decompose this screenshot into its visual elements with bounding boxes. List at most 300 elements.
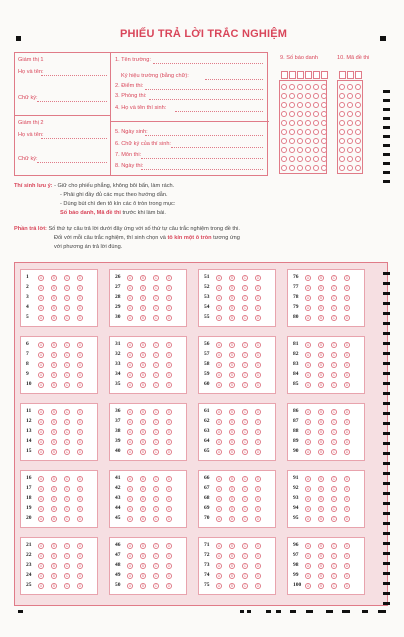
code-bubble[interactable]: [321, 120, 327, 126]
code-bubble[interactable]: [339, 147, 345, 153]
code-bubble[interactable]: [347, 156, 353, 162]
answer-bubble-b[interactable]: B: [52, 296, 56, 300]
examiner-1-name-field[interactable]: [41, 75, 107, 76]
answer-bubble-c[interactable]: C: [243, 363, 247, 367]
answer-bubble-d[interactable]: D: [256, 564, 260, 568]
code-bubble[interactable]: [347, 165, 353, 171]
answer-bubble-a[interactable]: A: [128, 584, 132, 588]
answer-bubble-a[interactable]: A: [306, 410, 310, 414]
answer-bubble-a[interactable]: A: [306, 554, 310, 558]
answer-bubble-a[interactable]: A: [128, 430, 132, 434]
answer-bubble-a[interactable]: A: [128, 450, 132, 454]
answer-bubble-c[interactable]: C: [243, 450, 247, 454]
answer-bubble-c[interactable]: C: [243, 410, 247, 414]
answer-bubble-a[interactable]: A: [39, 383, 43, 387]
answer-bubble-a[interactable]: A: [39, 316, 43, 320]
answer-bubble-a[interactable]: A: [128, 564, 132, 568]
answer-bubble-b[interactable]: B: [230, 574, 234, 578]
answer-bubble-c[interactable]: C: [65, 487, 69, 491]
code-bubble[interactable]: [297, 147, 303, 153]
answer-bubble-a[interactable]: A: [128, 410, 132, 414]
answer-bubble-b[interactable]: B: [230, 306, 234, 310]
answer-bubble-b[interactable]: B: [319, 544, 323, 548]
answer-bubble-d[interactable]: D: [78, 286, 82, 290]
code-bubble[interactable]: [281, 93, 287, 99]
code-bubble[interactable]: [339, 111, 345, 117]
answer-bubble-c[interactable]: C: [65, 383, 69, 387]
answer-bubble-c[interactable]: C: [332, 430, 336, 434]
answer-bubble-d[interactable]: D: [78, 497, 82, 501]
field-dob-input[interactable]: [145, 135, 263, 136]
answer-bubble-b[interactable]: B: [319, 306, 323, 310]
answer-bubble-b[interactable]: B: [230, 383, 234, 387]
answer-bubble-c[interactable]: C: [243, 430, 247, 434]
answer-bubble-c[interactable]: C: [154, 544, 158, 548]
answer-bubble-b[interactable]: B: [319, 497, 323, 501]
answer-bubble-b[interactable]: B: [319, 276, 323, 280]
answer-bubble-d[interactable]: D: [345, 286, 349, 290]
answer-bubble-a[interactable]: A: [39, 296, 43, 300]
answer-bubble-d[interactable]: D: [256, 497, 260, 501]
answer-bubble-d[interactable]: D: [78, 544, 82, 548]
examiner-2-name-field[interactable]: [41, 138, 107, 139]
code-entry-box[interactable]: [355, 71, 362, 79]
answer-bubble-b[interactable]: B: [319, 373, 323, 377]
answer-bubble-c[interactable]: C: [332, 296, 336, 300]
answer-bubble-b[interactable]: B: [319, 584, 323, 588]
answer-bubble-b[interactable]: B: [52, 363, 56, 367]
answer-bubble-c[interactable]: C: [332, 450, 336, 454]
answer-bubble-c[interactable]: C: [332, 440, 336, 444]
answer-bubble-c[interactable]: C: [332, 497, 336, 501]
answer-bubble-d[interactable]: D: [345, 477, 349, 481]
answer-bubble-d[interactable]: D: [345, 544, 349, 548]
answer-bubble-d[interactable]: D: [345, 497, 349, 501]
answer-bubble-b[interactable]: B: [319, 517, 323, 521]
answer-bubble-d[interactable]: D: [167, 316, 171, 320]
answer-bubble-c[interactable]: C: [332, 477, 336, 481]
answer-bubble-b[interactable]: B: [52, 430, 56, 434]
answer-bubble-b[interactable]: B: [230, 440, 234, 444]
code-bubble[interactable]: [347, 120, 353, 126]
answer-bubble-d[interactable]: D: [167, 554, 171, 558]
answer-bubble-d[interactable]: D: [345, 574, 349, 578]
answer-bubble-a[interactable]: A: [306, 487, 310, 491]
answer-bubble-d[interactable]: D: [167, 296, 171, 300]
answer-bubble-a[interactable]: A: [217, 353, 221, 357]
code-bubble[interactable]: [313, 120, 319, 126]
answer-bubble-d[interactable]: D: [167, 517, 171, 521]
code-bubble[interactable]: [281, 156, 287, 162]
answer-bubble-a[interactable]: A: [217, 440, 221, 444]
answer-bubble-d[interactable]: D: [345, 440, 349, 444]
answer-bubble-a[interactable]: A: [217, 343, 221, 347]
answer-bubble-a[interactable]: A: [306, 430, 310, 434]
code-bubble[interactable]: [339, 120, 345, 126]
answer-bubble-d[interactable]: D: [256, 286, 260, 290]
answer-bubble-c[interactable]: C: [243, 440, 247, 444]
answer-bubble-d[interactable]: D: [78, 507, 82, 511]
field-school-code-input[interactable]: [205, 79, 263, 80]
answer-bubble-c[interactable]: C: [154, 507, 158, 511]
answer-bubble-c[interactable]: C: [65, 296, 69, 300]
answer-bubble-a[interactable]: A: [217, 450, 221, 454]
answer-bubble-d[interactable]: D: [167, 430, 171, 434]
answer-bubble-a[interactable]: A: [128, 363, 132, 367]
code-bubble[interactable]: [313, 93, 319, 99]
answer-bubble-d[interactable]: D: [78, 420, 82, 424]
answer-bubble-a[interactable]: A: [217, 363, 221, 367]
answer-bubble-c[interactable]: C: [154, 574, 158, 578]
answer-bubble-c[interactable]: C: [65, 373, 69, 377]
code-entry-box[interactable]: [289, 71, 296, 79]
answer-bubble-d[interactable]: D: [256, 373, 260, 377]
answer-bubble-c[interactable]: C: [243, 276, 247, 280]
answer-bubble-b[interactable]: B: [141, 420, 145, 424]
code-bubble[interactable]: [355, 111, 361, 117]
answer-bubble-c[interactable]: C: [332, 487, 336, 491]
answer-bubble-a[interactable]: A: [217, 306, 221, 310]
code-bubble[interactable]: [313, 138, 319, 144]
code-entry-box[interactable]: [321, 71, 328, 79]
code-bubble[interactable]: [321, 147, 327, 153]
answer-bubble-a[interactable]: A: [128, 343, 132, 347]
code-entry-box[interactable]: [313, 71, 320, 79]
code-bubble[interactable]: [321, 84, 327, 90]
answer-bubble-a[interactable]: A: [217, 286, 221, 290]
answer-bubble-a[interactable]: A: [128, 383, 132, 387]
answer-bubble-d[interactable]: D: [256, 410, 260, 414]
code-bubble[interactable]: [355, 120, 361, 126]
answer-bubble-b[interactable]: B: [141, 507, 145, 511]
answer-bubble-c[interactable]: C: [65, 343, 69, 347]
answer-bubble-c[interactable]: C: [154, 554, 158, 558]
answer-bubble-b[interactable]: B: [319, 343, 323, 347]
code-bubble[interactable]: [347, 138, 353, 144]
answer-bubble-a[interactable]: A: [39, 554, 43, 558]
examiner-2-sign-field[interactable]: [37, 162, 107, 163]
answer-bubble-b[interactable]: B: [141, 450, 145, 454]
answer-bubble-b[interactable]: B: [319, 487, 323, 491]
answer-bubble-b[interactable]: B: [319, 420, 323, 424]
answer-bubble-c[interactable]: C: [332, 343, 336, 347]
answer-bubble-d[interactable]: D: [345, 316, 349, 320]
answer-bubble-d[interactable]: D: [167, 383, 171, 387]
answer-bubble-a[interactable]: A: [306, 544, 310, 548]
answer-bubble-a[interactable]: A: [217, 316, 221, 320]
answer-bubble-d[interactable]: D: [167, 420, 171, 424]
answer-bubble-c[interactable]: C: [243, 383, 247, 387]
code-bubble[interactable]: [281, 111, 287, 117]
answer-bubble-a[interactable]: A: [128, 440, 132, 444]
code-bubble[interactable]: [289, 93, 295, 99]
code-bubble[interactable]: [305, 102, 311, 108]
answer-bubble-b[interactable]: B: [52, 420, 56, 424]
code-bubble[interactable]: [347, 93, 353, 99]
code-bubble[interactable]: [289, 156, 295, 162]
answer-bubble-d[interactable]: D: [78, 584, 82, 588]
answer-bubble-b[interactable]: B: [230, 477, 234, 481]
answer-bubble-d[interactable]: D: [256, 584, 260, 588]
answer-bubble-b[interactable]: B: [52, 554, 56, 558]
answer-bubble-a[interactable]: A: [306, 306, 310, 310]
answer-bubble-c[interactable]: C: [332, 276, 336, 280]
code-bubble[interactable]: [281, 84, 287, 90]
code-bubble[interactable]: [355, 138, 361, 144]
answer-bubble-a[interactable]: A: [39, 517, 43, 521]
answer-bubble-a[interactable]: A: [217, 584, 221, 588]
answer-bubble-a[interactable]: A: [39, 420, 43, 424]
answer-bubble-c[interactable]: C: [65, 440, 69, 444]
code-bubble[interactable]: [281, 138, 287, 144]
answer-bubble-c[interactable]: C: [65, 410, 69, 414]
answer-bubble-c[interactable]: C: [243, 584, 247, 588]
answer-bubble-c[interactable]: C: [332, 373, 336, 377]
answer-bubble-b[interactable]: B: [230, 430, 234, 434]
answer-bubble-b[interactable]: B: [230, 450, 234, 454]
code-bubble[interactable]: [289, 120, 295, 126]
answer-bubble-d[interactable]: D: [78, 574, 82, 578]
answer-bubble-b[interactable]: B: [141, 554, 145, 558]
code-bubble[interactable]: [347, 84, 353, 90]
answer-bubble-a[interactable]: A: [217, 487, 221, 491]
answer-bubble-d[interactable]: D: [345, 554, 349, 558]
code-bubble[interactable]: [289, 102, 295, 108]
field-candidate-name-input[interactable]: [175, 111, 263, 112]
answer-bubble-d[interactable]: D: [78, 450, 82, 454]
answer-bubble-a[interactable]: A: [306, 343, 310, 347]
code-entry-box[interactable]: [297, 71, 304, 79]
code-bubble[interactable]: [281, 120, 287, 126]
field-candidate-sign-input[interactable]: [171, 147, 263, 148]
answer-bubble-a[interactable]: A: [128, 296, 132, 300]
answer-bubble-b[interactable]: B: [141, 487, 145, 491]
code-bubble[interactable]: [297, 129, 303, 135]
answer-bubble-c[interactable]: C: [154, 383, 158, 387]
answer-bubble-a[interactable]: A: [39, 487, 43, 491]
answer-bubble-d[interactable]: D: [256, 517, 260, 521]
code-bubble[interactable]: [289, 129, 295, 135]
code-bubble[interactable]: [305, 156, 311, 162]
answer-bubble-a[interactable]: A: [128, 477, 132, 481]
code-bubble[interactable]: [297, 84, 303, 90]
code-bubble[interactable]: [313, 165, 319, 171]
answer-bubble-d[interactable]: D: [78, 487, 82, 491]
answer-bubble-d[interactable]: D: [345, 353, 349, 357]
answer-bubble-c[interactable]: C: [65, 517, 69, 521]
code-bubble[interactable]: [305, 84, 311, 90]
answer-bubble-a[interactable]: A: [39, 373, 43, 377]
answer-bubble-c[interactable]: C: [154, 410, 158, 414]
answer-bubble-c[interactable]: C: [65, 276, 69, 280]
answer-bubble-c[interactable]: C: [332, 306, 336, 310]
field-school-input[interactable]: [153, 63, 263, 64]
code-bubble[interactable]: [339, 165, 345, 171]
answer-bubble-a[interactable]: A: [306, 584, 310, 588]
answer-bubble-b[interactable]: B: [52, 477, 56, 481]
answer-bubble-b[interactable]: B: [52, 316, 56, 320]
answer-bubble-a[interactable]: A: [128, 507, 132, 511]
answer-bubble-b[interactable]: B: [319, 430, 323, 434]
answer-bubble-c[interactable]: C: [243, 544, 247, 548]
code-bubble[interactable]: [313, 147, 319, 153]
answer-bubble-a[interactable]: A: [39, 410, 43, 414]
answer-bubble-d[interactable]: D: [167, 363, 171, 367]
answer-bubble-a[interactable]: A: [39, 450, 43, 454]
answer-bubble-c[interactable]: C: [332, 584, 336, 588]
answer-bubble-a[interactable]: A: [217, 420, 221, 424]
answer-bubble-c[interactable]: C: [243, 306, 247, 310]
answer-bubble-b[interactable]: B: [141, 383, 145, 387]
answer-bubble-a[interactable]: A: [217, 507, 221, 511]
answer-bubble-d[interactable]: D: [256, 477, 260, 481]
answer-bubble-b[interactable]: B: [230, 286, 234, 290]
answer-bubble-d[interactable]: D: [345, 363, 349, 367]
answer-bubble-a[interactable]: A: [217, 564, 221, 568]
answer-bubble-c[interactable]: C: [65, 497, 69, 501]
answer-bubble-c[interactable]: C: [154, 477, 158, 481]
answer-bubble-b[interactable]: B: [230, 544, 234, 548]
answer-bubble-b[interactable]: B: [230, 554, 234, 558]
code-bubble[interactable]: [347, 147, 353, 153]
code-bubble[interactable]: [281, 102, 287, 108]
answer-bubble-a[interactable]: A: [306, 440, 310, 444]
code-bubble[interactable]: [281, 147, 287, 153]
answer-bubble-b[interactable]: B: [52, 564, 56, 568]
answer-bubble-d[interactable]: D: [345, 507, 349, 511]
code-bubble[interactable]: [297, 120, 303, 126]
answer-bubble-b[interactable]: B: [319, 440, 323, 444]
answer-bubble-b[interactable]: B: [52, 306, 56, 310]
answer-bubble-a[interactable]: A: [39, 363, 43, 367]
answer-bubble-b[interactable]: B: [319, 286, 323, 290]
answer-bubble-c[interactable]: C: [154, 286, 158, 290]
answer-bubble-a[interactable]: A: [39, 477, 43, 481]
answer-bubble-d[interactable]: D: [345, 306, 349, 310]
answer-bubble-d[interactable]: D: [167, 507, 171, 511]
code-bubble[interactable]: [355, 147, 361, 153]
answer-bubble-c[interactable]: C: [154, 363, 158, 367]
answer-bubble-d[interactable]: D: [256, 276, 260, 280]
answer-bubble-c[interactable]: C: [65, 544, 69, 548]
code-bubble[interactable]: [289, 147, 295, 153]
code-entry-box[interactable]: [347, 71, 354, 79]
answer-bubble-c[interactable]: C: [243, 497, 247, 501]
answer-bubble-c[interactable]: C: [243, 507, 247, 511]
answer-bubble-c[interactable]: C: [154, 564, 158, 568]
answer-bubble-c[interactable]: C: [154, 373, 158, 377]
answer-bubble-b[interactable]: B: [52, 276, 56, 280]
answer-bubble-d[interactable]: D: [78, 306, 82, 310]
answer-bubble-d[interactable]: D: [78, 440, 82, 444]
answer-bubble-b[interactable]: B: [230, 316, 234, 320]
answer-bubble-a[interactable]: A: [217, 276, 221, 280]
answer-bubble-a[interactable]: A: [128, 574, 132, 578]
code-bubble[interactable]: [321, 129, 327, 135]
answer-bubble-d[interactable]: D: [345, 584, 349, 588]
answer-bubble-a[interactable]: A: [39, 286, 43, 290]
answer-bubble-a[interactable]: A: [306, 564, 310, 568]
answer-bubble-c[interactable]: C: [65, 507, 69, 511]
answer-bubble-a[interactable]: A: [39, 544, 43, 548]
code-bubble[interactable]: [313, 111, 319, 117]
code-bubble[interactable]: [321, 165, 327, 171]
answer-bubble-d[interactable]: D: [167, 497, 171, 501]
answer-bubble-b[interactable]: B: [141, 440, 145, 444]
answer-bubble-c[interactable]: C: [65, 306, 69, 310]
answer-bubble-a[interactable]: A: [39, 507, 43, 511]
code-bubble[interactable]: [321, 138, 327, 144]
code-bubble[interactable]: [281, 129, 287, 135]
code-bubble[interactable]: [297, 156, 303, 162]
code-bubble[interactable]: [305, 129, 311, 135]
code-bubble[interactable]: [339, 102, 345, 108]
code-bubble[interactable]: [339, 129, 345, 135]
answer-bubble-c[interactable]: C: [243, 487, 247, 491]
answer-bubble-b[interactable]: B: [52, 584, 56, 588]
answer-bubble-d[interactable]: D: [167, 544, 171, 548]
code-bubble[interactable]: [305, 138, 311, 144]
answer-bubble-a[interactable]: A: [306, 296, 310, 300]
code-bubble[interactable]: [305, 165, 311, 171]
answer-bubble-d[interactable]: D: [167, 564, 171, 568]
code-bubble[interactable]: [313, 102, 319, 108]
answer-bubble-b[interactable]: B: [141, 564, 145, 568]
answer-bubble-d[interactable]: D: [167, 584, 171, 588]
field-exam-date-input[interactable]: [141, 169, 263, 170]
answer-bubble-b[interactable]: B: [52, 373, 56, 377]
field-subject-input[interactable]: [141, 158, 263, 159]
answer-bubble-c[interactable]: C: [243, 554, 247, 558]
answer-bubble-b[interactable]: B: [141, 286, 145, 290]
answer-bubble-c[interactable]: C: [332, 574, 336, 578]
answer-bubble-b[interactable]: B: [52, 383, 56, 387]
answer-bubble-c[interactable]: C: [243, 477, 247, 481]
answer-bubble-a[interactable]: A: [306, 316, 310, 320]
answer-bubble-d[interactable]: D: [167, 450, 171, 454]
answer-bubble-d[interactable]: D: [345, 296, 349, 300]
answer-bubble-c[interactable]: C: [65, 316, 69, 320]
answer-bubble-b[interactable]: B: [52, 440, 56, 444]
code-bubble[interactable]: [289, 111, 295, 117]
code-bubble[interactable]: [297, 93, 303, 99]
answer-bubble-a[interactable]: A: [217, 517, 221, 521]
answer-bubble-b[interactable]: B: [52, 286, 56, 290]
code-entry-box[interactable]: [305, 71, 312, 79]
answer-bubble-c[interactable]: C: [154, 420, 158, 424]
answer-bubble-c[interactable]: C: [65, 450, 69, 454]
answer-bubble-d[interactable]: D: [167, 276, 171, 280]
answer-bubble-c[interactable]: C: [154, 497, 158, 501]
code-bubble[interactable]: [313, 129, 319, 135]
code-bubble[interactable]: [297, 165, 303, 171]
answer-bubble-d[interactable]: D: [78, 316, 82, 320]
answer-bubble-d[interactable]: D: [256, 383, 260, 387]
answer-bubble-c[interactable]: C: [243, 373, 247, 377]
answer-bubble-a[interactable]: A: [128, 420, 132, 424]
code-bubble[interactable]: [339, 156, 345, 162]
answer-bubble-c[interactable]: C: [154, 316, 158, 320]
answer-bubble-a[interactable]: A: [39, 353, 43, 357]
code-bubble[interactable]: [347, 102, 353, 108]
answer-bubble-b[interactable]: B: [319, 574, 323, 578]
answer-bubble-c[interactable]: C: [332, 316, 336, 320]
answer-bubble-b[interactable]: B: [141, 584, 145, 588]
answer-bubble-b[interactable]: B: [319, 296, 323, 300]
answer-bubble-d[interactable]: D: [256, 440, 260, 444]
answer-bubble-a[interactable]: A: [306, 477, 310, 481]
code-bubble[interactable]: [355, 129, 361, 135]
